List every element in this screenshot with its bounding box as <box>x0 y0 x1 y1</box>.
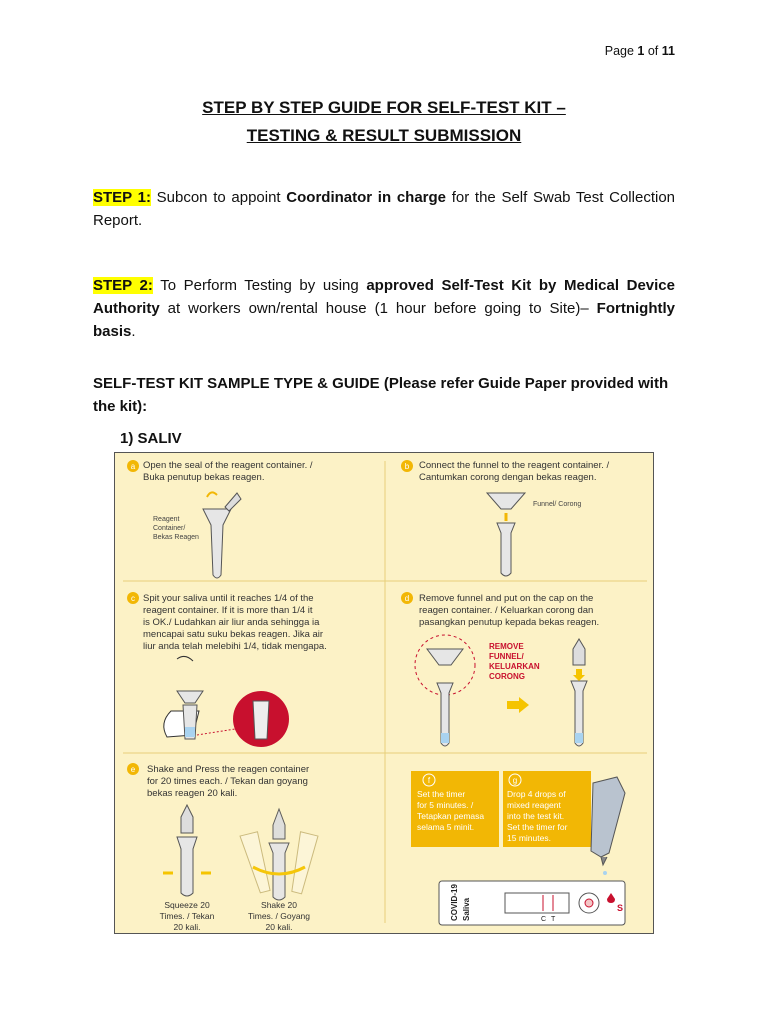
svg-text:FUNNEL/: FUNNEL/ <box>489 652 524 661</box>
svg-text:mixed reagent: mixed reagent <box>507 800 561 810</box>
reagent-container-open-icon <box>203 492 241 578</box>
step-d-text: Remove funnel and put on the cap on the <box>419 593 594 604</box>
svg-text:15 minutes.: 15 minutes. <box>507 833 551 843</box>
svg-text:f: f <box>427 776 431 785</box>
arrow-right-icon <box>507 697 529 713</box>
svg-text:Buka penutup bekas reagen.: Buka penutup bekas reagen. <box>143 472 265 483</box>
guide-illustration <box>115 453 654 934</box>
svg-text:bekas reagen 20 kali.: bekas reagen 20 kali. <box>147 788 238 799</box>
funnel-container-icon <box>487 493 525 576</box>
remove-funnel-label: REMOVE <box>489 642 524 651</box>
svg-text:g: g <box>512 776 518 785</box>
kit-t-label: T <box>551 916 556 923</box>
svg-text:Container/: Container/ <box>153 525 186 532</box>
shake-container-icon <box>240 809 318 900</box>
svg-text:is OK./ Ludahkan air liur anda: is OK./ Ludahkan air liur anda sehingga ia <box>143 617 320 628</box>
svg-text:reagent container. If it is mo: reagent container. If it is more than 1/4 it <box>143 605 313 616</box>
step-1-label: STEP 1: <box>93 189 151 206</box>
svg-text:reagen container. / Keluarkan: reagen container. / Keluarkan corong dan <box>419 605 594 616</box>
step-b-text: Connect the funnel to the reagent container. / <box>419 460 610 471</box>
funnel-label: Funnel/ Corong <box>533 501 582 508</box>
step-c-text: Spit your saliva until it reaches 1/4 of the <box>143 593 314 604</box>
kit-s-label: S <box>617 903 624 913</box>
squeeze-container-icon <box>163 805 211 896</box>
saliva-heading: 1) SALIV <box>120 430 182 447</box>
svg-text:Times. / Goyang: Times. / Goyang <box>247 911 311 921</box>
step-e-text: Shake and Press the reagen container <box>147 764 310 775</box>
svg-text:20 kali.: 20 kali. <box>173 922 201 932</box>
svg-text:Bekas Reagen: Bekas Reagen <box>153 534 199 541</box>
svg-text:Times. / Tekan: Times. / Tekan <box>159 911 215 921</box>
saliva-guide-figure <box>114 452 654 934</box>
svg-text:mencapai satu suku bekas reage: mencapai satu suku bekas reagen. Jika air <box>143 629 324 640</box>
svg-text:for 20 times each. / Tekan dan: for 20 times each. / Tekan dan goyang <box>147 776 308 787</box>
kit-c-label: C <box>541 916 547 923</box>
page-title <box>0 94 768 150</box>
svg-text:e: e <box>130 765 136 774</box>
step-f-text: Set the timer <box>417 789 466 799</box>
svg-text:b: b <box>404 462 410 471</box>
svg-text:liur anda telah melebihi 1/4,: liur anda telah melebihi 1/4, tidak mengapa. <box>143 641 327 652</box>
svg-text:pasangkan penutup kepada bekas: pasangkan penutup kepada bekas reagen. <box>419 617 600 628</box>
shake-label: Shake 20 <box>261 900 297 910</box>
step-1-paragraph: STEP 1: Subcon to appoint Coordinator in charge for the Self Swab Test Collection Report. <box>93 189 675 229</box>
step-2-label: STEP 2: <box>93 277 153 294</box>
svg-text:KELUARKAN: KELUARKAN <box>489 662 540 671</box>
dropper-icon <box>591 777 625 875</box>
step-a-text: Open the seal of the reagent container. / <box>143 460 313 471</box>
step-g-text: Drop 4 drops of <box>507 789 566 799</box>
sample-type-heading: SELF-TEST KIT SAMPLE TYPE & GUIDE (Please refer Guide Paper provided with the kit): <box>93 375 669 415</box>
step-2-paragraph: STEP 2: To Perform Testing by using approved Self-Test Kit by Medical Device Authority at workers own/rental house (1 hour before going to Site)– Fortnightly basis. <box>93 277 675 340</box>
svg-text:for 5 minutes. /: for 5 minutes. / <box>417 800 474 810</box>
svg-text:Cantumkan corong dengan bekas: Cantumkan corong dengan bekas reagen. <box>419 472 597 483</box>
title-line-1: STEP BY STEP GUIDE FOR SELF-TEST KIT – <box>202 98 566 117</box>
svg-text:into the test kit.: into the test kit. <box>507 811 565 821</box>
kit-name: COVID-19 <box>450 884 459 921</box>
spit-into-funnel-icon <box>164 656 289 747</box>
title-line-2: TESTING & RESULT SUBMISSION <box>246 126 522 145</box>
svg-text:Set the timer for: Set the timer for <box>507 822 568 832</box>
svg-text:CORONG: CORONG <box>489 672 525 681</box>
test-cassette-icon <box>439 881 625 925</box>
svg-text:selama 5 minit.: selama 5 minit. <box>417 822 475 832</box>
svg-text:c: c <box>131 594 135 603</box>
svg-text:20 kali.: 20 kali. <box>265 922 293 932</box>
page-number: Page 1 of 11 <box>604 44 675 58</box>
svg-text:d: d <box>404 594 410 603</box>
squeeze-label: Squeeze 20 <box>164 900 210 910</box>
svg-text:Tetapkan pemasa: Tetapkan pemasa <box>417 811 485 821</box>
kit-type: Saliva <box>462 897 471 921</box>
reagent-label: Reagent <box>153 516 180 523</box>
svg-text:a: a <box>130 462 136 471</box>
